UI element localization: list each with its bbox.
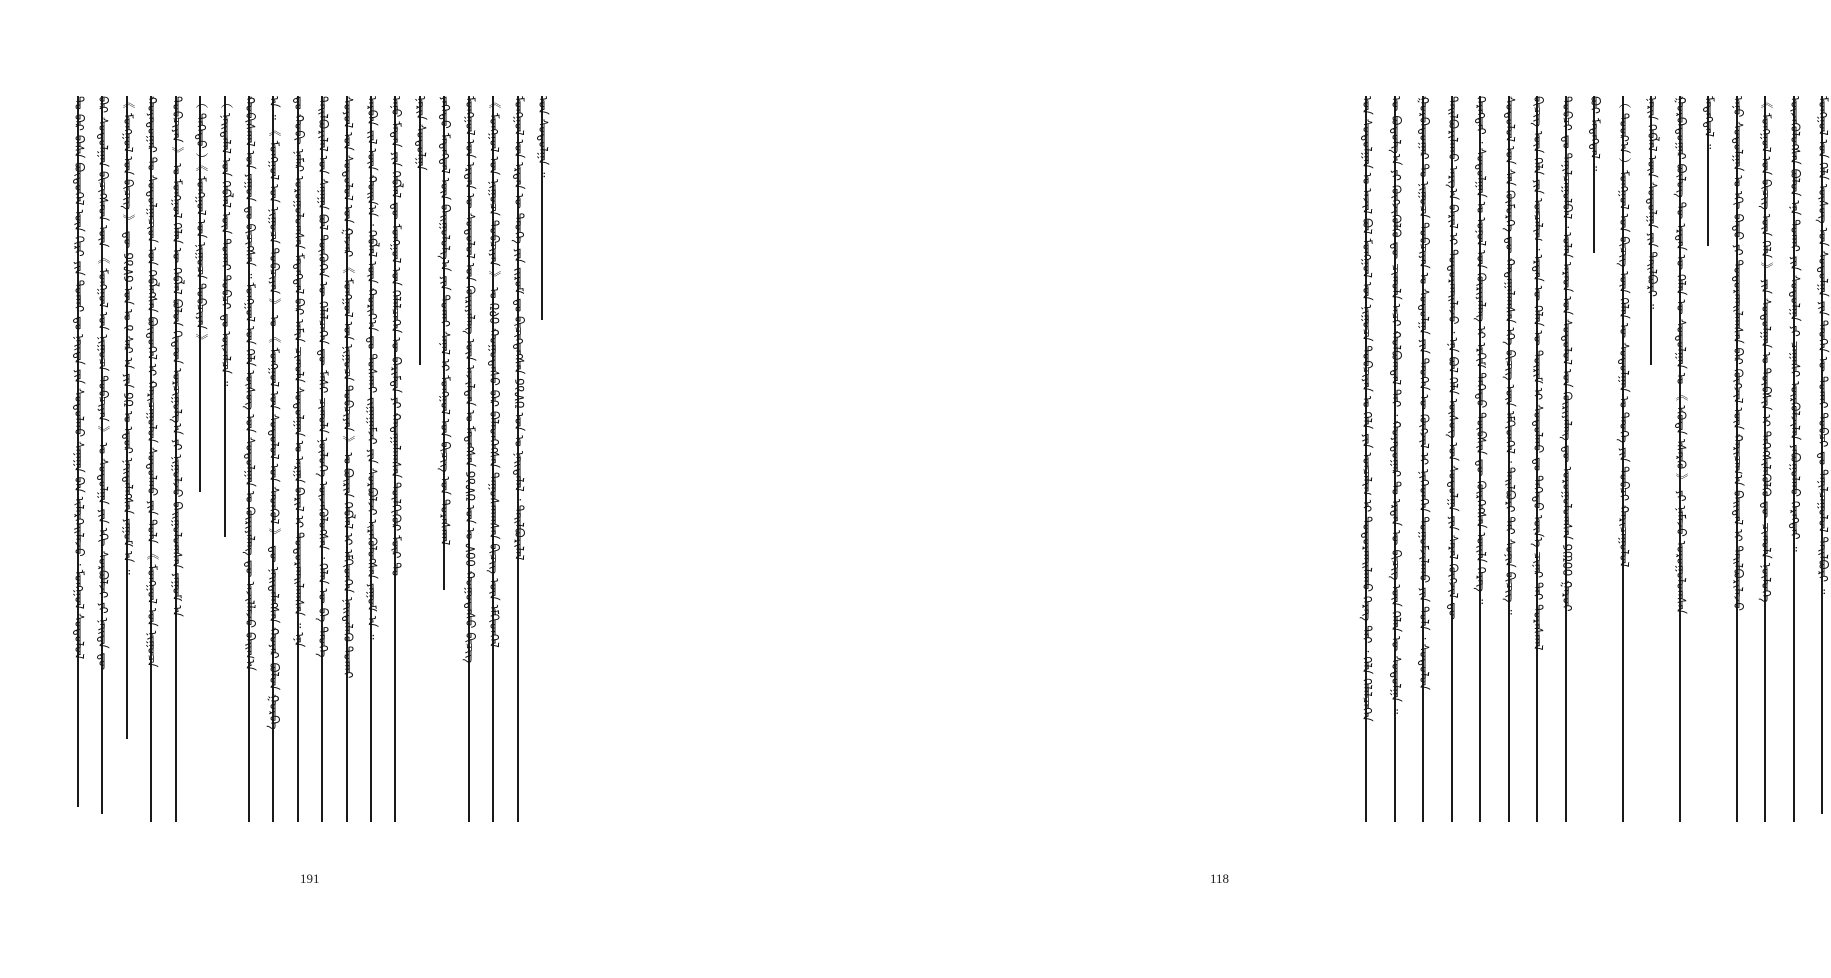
text-line-content: ᠠᠷᠪᠠᠨ ᠵᠢᠯ ᠦᠨ ᠬᠣᠢᠨ᠎ᠠ ᠂ ᠬᠡᠪᠯᠡᠯ ᠦᠨ ᠬᠣᠷᠢᠶ᠎ᠠ ᠳᠤ ᠲᠤᠰᠬᠠᠢ ᠵᠢᠭᠠᠭᠠᠮᠵᠢ ᠶᠢᠨ ᠰᠤᠷᠪᠤᠯᠵᠢ ᠢᠷᠡᠭᠦᠯᠦᠭᠰᠡᠨ ᠶᠠᠭᠤᠮ ᠠ ᠃ — [365, 96, 380, 640]
text-line-content: ᠨᠠᠷᠢᠨ ᠰᠤᠳᠤᠯᠭᠠ — [414, 96, 429, 171]
right-page-text-line — [1474, 96, 1488, 844]
text-line-content: ᠤᠨ ᠰᠤᠳᠤᠯᠭᠠ ᠃ — [536, 96, 551, 178]
left-page-text-line — [243, 96, 257, 844]
left-page-text-line — [536, 96, 550, 844]
text-line-content: ᠬᠤᠪᠢᠰᠬᠠᠯ ᠤᠨ ᠶᠠᠭᠤᠨ ᠳᠤ ᠪᠢᠴᠢᠭᠰᠡᠨ ᠃ ᠮᠣᠩᠭᠣᠯ ᠤᠨ ᠬᠡᠯᠡ ᠦᠰᠦᠭ ᠤᠨ ᠰᠤᠳᠤᠯᠭᠠᠨ ᠤ ᠬᠦᠷᠢᠶᠡᠯᠡᠩ ᠳᠦ ᠠᠵᠢᠯᠯᠠᠵᠤ ᠪᠠᠢᠭ᠎ᠠ — [243, 96, 258, 671]
text-line-content: （ ᠨᠡᠢᠲᠡᠯᠡᠯ ᠤᠨ ᠬᠡᠪᠯᠡᠯ ᠦᠨ ᠲᠤᠬᠠᠢ ᠲᠣᠪᠴᠢ ᠳᠤ ᠦᠵᠡᠯᠴᠡ ᠃ — [219, 96, 234, 387]
right-page-text-line — [1788, 96, 1802, 844]
text-line-content: ᠤᠨ ᠰᠤᠳᠤᠯᠭᠠᠨ ᠤ ᠠᠵᠢᠯ ᠪᠣᠯ ᠮᠣᠩᠭᠣᠯ ᠤᠨ ᠨᠢᠭᠤᠴᠠ ᠲᠣᠪᠴᠢᠶᠠᠨ ᠤ ᠬᠡᠯᠡ ᠶᠢᠨ ᠣᠨᠴᠠᠯᠢᠭ ᠢ ᠲᠣᠳᠤᠷᠬᠠᠢᠯᠠᠬᠤ ᠬᠡᠷᠡᠭ ᠲᠡᠢ ᠂ ᠬᠡᠯᠡ ᠬᠡᠯᠡᠯᠴᠡᠭᠡᠨ — [1360, 96, 1375, 722]
left-page-text-line — [487, 96, 501, 844]
left-page-text-line — [121, 96, 135, 844]
text-line-content: ᠪᠠᠷ ᠰᠤᠳᠤᠯᠭᠠᠨ ᠪᠢᠴᠢᠭᠰᠡᠳ ᠦᠨ 《 ᠮᠣᠩᠭᠣᠯ ᠤᠨ ᠨᠢᠭᠤᠴᠠ ᠲᠣᠪᠴᠢᠶᠠᠨ 》 ᠤ ᠰᠤᠳᠤᠯᠭᠠ ᠶᠢᠨ ᠡᠬᠢ ᠰᠤᠷᠪᠤᠯᠵᠢ ᠶᠢ ᠨᠡᠢᠲᠡ ᠳᠦ — [96, 96, 111, 671]
right-page-text-line — [1560, 96, 1574, 844]
right-page-text-line — [1702, 96, 1716, 844]
text-line-content: 《 ᠮᠣᠩᠭᠣᠯ ᠤᠨ ᠪᠢᠴᠢᠭ ᠦᠨ ᠬᠡᠯᠡ 》 ᠶᠢᠨ ᠰᠤᠳᠤᠯᠭᠠᠨ ᠤ ᠲᠦᠪᠰᠢᠨ ᠢ ᠳᠡᠭᠡᠭᠰᠢᠯᠡᠭᠦᠯᠬᠦ ᠳᠦ ᠴᠢᠬᠤᠯᠠ ᠨᠥᠯᠦᠭᠡ — [1759, 96, 1774, 603]
left-page-text-line — [512, 96, 526, 844]
text-line-content: ᠶᠡᠬᠡᠳᠦ ᠮᠡᠳᠡᠭᠳᠡᠯ ᠦᠨ ᠪᠠᠢᠭᠤᠯᠤᠯᠭ᠎ᠠ ᠶᠢᠨ ᠲᠤᠬᠠᠢ ᠰᠠᠨᠠᠯ ᠢ ᠮᠣᠩᠭᠣᠯ ᠤᠨ ᠪᠢᠴᠢᠭ ᠤᠨ ᠳᠤᠷᠠᠰᠬᠠᠯ — [438, 96, 453, 546]
right-page-text-line — [1531, 96, 1545, 844]
text-line-content: ᠲᠤ ᠪᠡᠷ ᠪᠠᠰᠠ ᠪᠦᠲᠦᠭᠡᠯ ᠦᠨ ᠬᠢᠷᠢ ᠶᠢᠨ ᠲᠤᠬᠠᠢ ᠳᠤ ᠨᠡᠢᠲᠡ ᠶᠢᠨ ᠰᠤᠳᠤᠯᠬᠤ ᠰᠠᠨᠠᠭᠠ ᠪᠡᠨ ᠢᠯᠡᠷᠬᠡᠢᠯᠡᠵᠦ ᠂ ᠮᠣᠩᠭᠣᠯ ᠰᠤᠳᠤᠯᠤᠯ — [72, 96, 87, 660]
text-line-content: ᠠᠨᠤ ᠰᠤᠳᠤᠯᠭᠠᠨ ᠤ ᠡᠬᠢ ᠪᠠᠲᠤ ᠶᠢ ᠲᠣᠳᠤᠷᠬᠠᠢᠯᠠᠭᠰᠠᠨ ᠪᠡᠷ ᠬᠥᠭᠵᠢᠯ ᠦᠨ ᠬᠠᠷᠢᠴᠠᠭ᠎ᠠ ᠪᠠᠢᠳᠠᠯ ᠢ ᠲᠠᠢᠯᠪᠤᠷᠢᠯᠠᠵᠤ — [1731, 96, 1746, 611]
text-line-content: ᠪᠢᠴᠢᠭ ᠦᠨ ᠬᠡᠯᠡ ᠶᠢᠨ ᠣᠨᠴᠠᠯᠢᠭ ᠂ ᠡᠷᠲᠡᠨ ᠦ ᠬᠡᠯᠡᠨ ᠦ ᠳᠦᠷᠢᠮ ᠢ ᠰᠤᠳᠤᠯᠬᠤ ᠳᠤ ᠳᠡᠭᠡᠳᠦ ᠦᠨ᠎ᠡ ᠴᠢᠨᠠᠷ ᠲᠠᠢ ᠳᠤᠷᠠᠰᠬᠠᠯ — [1531, 96, 1546, 651]
text-line-content: ᠮᠣᠩᠭᠣᠯ ᠤᠨ ᠡᠷᠲᠡᠨ ᠦ ᠲᠡᠦᠬᠡ ᠶᠢᠨ ᠵᠢᠷᠤᠮ ᠳᠤ ᠪᠢᠴᠢᠭᠳᠡᠭᠰᠡᠨ ᠑᠙᠕᠒ ᠣᠨ ᠤ ᠨᠡᠢᠲᠡᠯᠡᠯ ᠂ ᠲᠠᠢᠯᠪᠤᠷᠢᠯᠠᠯ — [512, 96, 527, 561]
text-line-content: ᠦ ᠪᠣᠳᠤᠯᠭ᠎ᠠ ᠶᠢ ᠬᠥᠭᠵᠢᠭᠦᠯᠬᠦ ᠳᠦ ᠴᠢᠬᠤᠯᠠ ᠠᠴᠢ ᠬᠣᠯᠪᠣᠭᠳᠠᠯ ᠲᠠᠢ ᠂ ᠬᠣᠶᠠᠳᠤᠭᠠᠷ ᠲᠤ ᠡᠷᠲᠡᠨ ᠦ ᠪᠢᠴᠢᠭ ᠦᠨ ᠬᠡᠯᠡᠨ ᠦ ᠰᠤᠳᠤᠯᠭᠠ ᠃ — [1389, 96, 1404, 715]
right-page-text-line — [1588, 96, 1602, 844]
left-page-number: 191 — [300, 871, 320, 886]
left-page-text-line — [96, 96, 110, 844]
right-page-text-line — [1389, 96, 1403, 844]
text-line-content: （ ᠳᠡᠭᠡᠳᠦ ）《 ᠮᠣᠩᠭᠣᠯ ᠤᠨ ᠨᠢᠭᠤᠴᠠ ᠲᠣᠪᠴᠢᠶᠠᠨ 》 — [194, 96, 209, 347]
left-page-text-line — [292, 96, 306, 844]
left-page-text-line — [414, 96, 428, 844]
text-line-content: ᠳᠤ ᠬᠤᠪᠢ ᠨᠡᠮᠡᠷ ᠣᠷᠤᠭᠤᠯᠤᠭᠰᠠᠨ ᠮᠡᠳᠡᠭᠳᠡᠯ ᠪᠠᠷ ᠠᠮᠢᠨ ᠴᠢᠬᠤᠯᠠ ᠰᠤᠳᠤᠯᠭᠠᠨ ᠤ ᠠᠷᠭᠠ ᠪᠠᠷᠢᠯ ᠢ ᠲᠣᠳᠤᠷᠬᠠᠢᠯᠠᠭᠰᠠᠨ ᠃ ᠡᠨᠡ — [292, 96, 307, 648]
text-line-content: ᠬᠡᠷᠡᠭᠲᠡᠢ ᠂ ᠰᠤᠳᠤᠯᠭᠠᠨ ᠤ ᠣᠨᠣᠯ ᠤᠨ ᠬᠦᠷᠢᠶᠡᠯᠡᠩ ᠢ ᠡᠷᠬᠢᠮ ᠳᠡᠭᠡᠳᠦ ᠲᠦᠪᠰᠢᠨ ᠳᠦ ᠬᠦᠷᠭᠡᠭᠰᠡᠨ ᠦᠢᠯᠡ ᠬᠡᠷᠡᠭ ᠃ — [1474, 96, 1489, 605]
right-page-text-line — [1360, 96, 1374, 844]
text-line-content: 《 ᠮᠣᠩᠭᠣᠯ ᠤᠨ ᠨᠢᠭᠤᠴᠠ ᠲᠣᠪᠴᠢᠶᠠᠨ 》 ᠤ ᠒᠔᠐ ᠬᠤᠭᠤᠳᠠᠰᠤ ᠪᠠᠷ ᠪᠡᠯᠡᠳᠭᠡᠭᠰᠡᠨ ᠳᠠᠭᠤᠰᠬᠠᠭᠰᠠᠨ ᠪᠢᠴᠢᠭ ᠦᠨ ᠡᠮᠬᠢᠳᠬᠡᠯ — [487, 96, 502, 648]
text-line-content: ᠭᠤᠷᠪᠠᠳᠤᠭᠠᠷ ᠪᠦᠯᠦᠭ ᠲᠦ ᠡᠷᠲᠡᠨ ᠦ ᠬᠡᠯᠡᠨ ᠦ ᠰᠤᠳᠤᠯᠭᠠᠨ ᠤ 《 ᠡᠭᠦᠳᠡ ᠡᠰᠡᠷᠭᠦ 》 ᠶᠢ ᠨᠡᠮᠡᠵᠦ ᠣᠷᠤᠭᠤᠯᠤᠭᠰᠠᠨ — [1674, 96, 1689, 615]
left-page-text-line — [365, 96, 379, 844]
left-page-text-line — [219, 96, 233, 844]
text-line-content: ᠰᠤᠳᠤᠯᠤᠯ ᠤᠨ ᠰᠠᠨ ᠬᠥᠮᠦᠷᠭᠡ ᠳᠦ ᠬᠠᠳᠠᠭᠠᠯᠠᠭᠰᠠᠨ ᠡᠬᠡ ᠪᠢᠴᠢᠭ ᠦᠨ ᠡᠮᠬᠢᠳᠬᠡᠯ ᠂ ᠲᠠᠢᠯᠪᠤᠷᠢ ᠲᠠᠢ ᠰᠣᠨᠢᠨ ᠪᠢᠴᠢᠭ ᠃ — [1503, 96, 1518, 615]
text-line-content: 《 ᠮᠣᠩᠭᠣᠯ ᠤᠨ ᠪᠢᠴᠢᠭ 》 ᠳᠦ ᠑᠙᠕᠑ ᠣᠨ ᠤ ᠙ ᠰᠠᠷ ᠠ ᠶᠢᠨ ᠑᠒ ᠤ ᠡᠳᠦᠷ ᠨᠡᠢᠲᠡᠯᠡᠭᠰᠡᠨ ᠶᠠᠭᠤᠮ ᠠ ᠃ — [121, 96, 136, 575]
text-line-content: （ ᠳᠣᠣᠷ᠎ᠠ ）ᠮᠣᠩᠭᠣᠯ ᠤᠨ ᠪᠢᠴᠢᠭ ᠦᠨ ᠬᠡᠯᠡᠨ ᠦ ᠰᠤᠳᠤᠯᠭᠠᠨ ᠤ ᠲᠡᠦᠬᠡ ᠶᠢᠨ ᠲᠣᠪᠴᠢ ᠬᠠᠷᠢᠴᠠᠭᠤᠯᠤᠯ — [1617, 96, 1632, 568]
left-page — [0, 0, 632, 978]
left-page-text-line — [463, 96, 477, 844]
right-page-text-line — [1503, 96, 1517, 844]
left-page-text-line — [194, 96, 208, 844]
left-page-text-line — [267, 96, 281, 844]
right-page-text-line — [1759, 96, 1773, 844]
left-page-text-line — [316, 96, 330, 844]
text-line-content: ᠨᠠᠷᠢᠨ ᠬᠡᠪᠯᠡᠯ ᠦᠨ ᠰᠤᠳᠤᠯᠭᠠ ᠶᠢᠨ ᠲᠠᠢᠯᠪᠤᠷᠢ ᠃ — [1645, 96, 1660, 310]
left-page-text-line — [170, 96, 184, 844]
text-line-content: ᠲᠣᠪᠴᠢᠶᠠᠨ 》 ᠤ ᠮᠣᠩᠭᠣᠯ ᠬᠡᠯᠡᠨ ᠦ ᠬᠡᠪᠯᠡᠯ ᠪᠣᠯᠤᠨ ᠬᠢᠲᠠᠳ ᠣᠷᠴᠢᠭᠤᠯᠭ᠎ᠠ ᠶᠢ ᠨᠢᠭᠤᠯᠵᠤ ᠪᠠᠢᠭᠤᠯᠤᠭᠰᠠᠨ ᠶᠠᠭᠤᠮ ᠠ — [170, 96, 185, 617]
text-line-content: ᠦᠵᠡᠭᠦᠯᠦᠭᠰᠡᠨ ᠪᠣᠯᠤᠨ ᠡᠨᠡ ᠲᠤᠬᠠᠢ ᠶᠢᠨ ᠰᠤᠳᠤᠯᠭᠠ ᠶᠢ ᠴᠠᠭᠠᠰᠢ ᠦᠷᠭᠦᠯᠵᠢᠯᠡᠨ ᠶᠠᠪᠤᠭᠤᠯᠬᠤ ᠬᠡᠷᠡᠭᠲᠡᠢ ᠃ — [1788, 96, 1803, 552]
text-line-content: ᠠᠨᠤ ᠮᠠᠳ᠋ᠠᠨ ᠶᠢᠨ ᠬᠡᠪᠯᠡᠯ ᠳᠦ ᠮᠣᠩᠭᠣᠯ ᠤᠨ ᠬᠡᠯᠡᠯᠴᠡᠭᠡᠨ ᠦ ᠪᠠᠷᠢᠮᠲᠠ ᠶᠢ ᠬᠠᠳᠠᠭᠠᠯᠠᠭᠰᠠᠨ ᠲᠦᠯᠬᠢᠭᠦᠷ ᠮᠥᠷ ᠲᠤ — [389, 96, 404, 577]
text-line-content: ᠲᠣᠪᠴᠢ ᠳᠤ ᠲᠠᠨᠢᠯᠴᠠᠭᠤᠯᠪᠠᠯ ᠂ ᠣᠯᠠᠨ ᠠᠷᠠᠳ ᠤᠨ ᠰᠤᠳᠤᠯᠤᠯ ᠤᠨ ᠬᠦᠷᠢᠶᠡᠯᠡᠩ ᠳᠦ ᠣᠷᠤᠭᠤᠯᠤᠭᠰᠠᠨ ᠑᠓᠐᠐ ᠭᠠᠷᠤᠢ — [1560, 96, 1575, 612]
left-page-text-line — [72, 96, 86, 844]
left-page-text-line — [438, 96, 452, 844]
right-page-text-line — [1617, 96, 1631, 844]
right-page-text-line — [1446, 96, 1460, 844]
right-page-text-line — [1674, 96, 1688, 844]
left-page-text-columns — [72, 96, 550, 844]
text-line-content: ᠬᠣᠶᠠᠳᠤᠭᠠᠷ ᠲᠤ ᠰᠤᠳᠤᠯᠭᠠᠴᠢᠳ ᠤᠨ ᠬᠡᠪᠯᠡᠭᠰᠡᠨ ᠪᠦᠲᠦᠭᠡᠯ ᠢ ᠬᠠᠷᠢᠴᠠᠭᠤᠯᠤᠨ ᠰᠤᠳᠤᠯᠬᠤ ᠶᠢᠨ ᠲᠤᠯᠠ 《 ᠮᠣᠩᠭᠣᠯ ᠤᠨ ᠨᠢᠭᠤᠴᠠ — [145, 96, 160, 668]
text-line-content: ᠪᠤᠢ ᠮᠡᠳᠡᠭᠳᠡᠯ ᠃ — [1588, 96, 1603, 172]
right-page-text-line — [1816, 96, 1830, 844]
right-page-text-line — [1417, 96, 1431, 844]
text-line-content: ᠲᠠᠢᠯᠪᠤᠷᠢᠯᠠᠯ ᠤᠨ ᠰᠠᠨᠠᠭᠠ ᠪᠣᠯ ᠲᠦᠭᠦᠬᠡᠨ ᠦ ᠬᠡᠯᠡᠯᠴᠡᠭᠡᠨ ᠳᠦ ᠮᠠᠰᠢ ᠴᠢᠬᠤᠯᠠ ᠨᠥᠯᠦᠭᠡ ᠦᠵᠡᠭᠦᠯᠦᠭᠰᠡᠨ ᠂ ᠬᠡᠯᠡᠨ ᠦ ᠪᠠ ᠲᠡᠦᠬᠡ — [316, 96, 331, 658]
text-line-content: ᠮᠣᠩᠭᠣᠯ ᠤᠨ ᠬᠡᠯᠡ ᠦᠰᠦᠭ ᠤᠨ ᠰᠤᠳᠤᠯᠭᠠ ᠶᠢᠨ ᠲᠡᠦᠬᠡᠨ ᠦ ᠲᠤᠬᠠᠢ ᠲᠣᠪᠴᠢ ᠳᠤ ᠲᠠᠨᠢᠯᠴᠠᠭᠤᠯᠤᠯ ᠲᠠᠢᠯᠪᠤᠷᠢ ᠃ — [1816, 96, 1831, 595]
right-page-text-columns — [1360, 96, 1830, 844]
right-page — [632, 0, 1831, 978]
text-line-content: ᠮᠡᠳᠡᠭᠳᠡᠯ ᠃ — [1702, 96, 1717, 150]
left-page-text-line — [341, 96, 355, 844]
text-line-content: ᠲᠠᠢᠯᠪᠤᠷᠢᠯᠠᠬᠤ ᠠᠷᠭ᠎ᠠ ᠪᠠᠷᠢᠯ ᠢ ᠲᠣᠳᠤᠷᠬᠠᠢᠯᠠᠵᠤ ᠂ ᠡᠨᠡ ᠪᠣᠯ ᠬᠡᠯᠡ ᠦᠰᠦᠭ ᠤᠨ ᠰᠤᠳᠤᠯᠭᠠ ᠶᠢᠨ ᠰᠠᠷᠠᠯ ᠬᠥᠭᠵᠢᠯ ᠳᠦ — [1446, 96, 1461, 620]
right-page-text-line — [1731, 96, 1745, 844]
text-line-content: ᠠ ᠃ 《 ᠮᠣᠩᠭᠣᠯ ᠤᠨ ᠨᠢᠭᠤᠴᠠ ᠲᠣᠪᠴᠢᠶᠠᠨ 》 ᠤ 《 ᠮᠣᠩᠭᠣᠯ ᠤᠨ ᠰᠤᠳᠤᠯᠤᠯ ᠤᠨ ᠰᠡᠳᠬᠦᠯ 》 ᠳᠦ ᠨᠡᠢᠲᠡᠯᠡᠭᠰᠡᠨ ᠬᠣᠶᠠᠷ ᠪᠣᠯᠤᠨ ᠭᠤᠷᠪᠠ — [267, 96, 282, 730]
left-page-text-line — [389, 96, 403, 844]
left-page-text-line — [145, 96, 159, 844]
text-line-content: ᠰᠣᠶᠣᠯ ᠤᠨ ᠰᠤᠳᠤᠯᠤᠯ ᠤᠨ ᠭᠠᠵᠠᠷ 《 ᠮᠣᠩᠭᠣᠯ ᠤᠨ ᠨᠢᠭᠤᠴᠠ ᠲᠣᠪᠴᠢᠶᠠᠨ 》 ᠤ ᠪᠦᠷᠢᠨ ᠬᠡᠪᠯᠡᠯ ᠢ ᠡᠮᠬᠢᠳᠬᠡᠨ ᠨᠡᠢᠲᠡᠯᠡᠬᠦ ᠲᠤᠬᠠᠢ — [341, 96, 356, 679]
text-line-content: ᠮᠣᠩᠭᠣᠯ ᠤᠨ ᠡᠷᠲᠡᠨ ᠦ ᠰᠤᠳᠤᠯᠤᠯ ᠤᠨ ᠬᠦᠷᠢᠶᠡᠯᠡᠩ ᠦᠨ ᠠᠵᠢᠯᠲᠠᠨ ᠤ ᠮᠡᠳᠡᠭᠰᠡᠨ ᠑᠙᠕᠒ ᠣᠨ ᠤ ᠕᠐᠐ ᠬᠤᠭᠤᠳᠠᠰᠤ ᠪᠢᠴᠢᠭ — [463, 96, 478, 664]
right-page-number: 118 — [1210, 871, 1230, 886]
text-line-content: ᠭᠤᠷᠪᠠᠳᠤᠭᠠᠷ ᠲᠤ ᠨᠢᠭᠤᠴᠠ ᠲᠣᠪᠴᠢᠶᠠᠨ ᠤ ᠰᠤᠳᠤᠯᠭᠠ ᠶᠢᠨ ᠲᠡᠦᠬᠡᠨ ᠦ ᠬᠥᠭᠵᠢᠯ ᠢ ᠨᠢᠭᠡᠳᠬᠡᠨ ᠲᠣᠭᠤᠮᠵᠢᠯᠠᠬᠤ ᠶᠢᠨ ᠲᠤᠯᠠ ᠂ ᠰᠤᠳᠤᠯᠤᠨ — [1417, 96, 1432, 691]
right-page-text-line — [1645, 96, 1659, 844]
